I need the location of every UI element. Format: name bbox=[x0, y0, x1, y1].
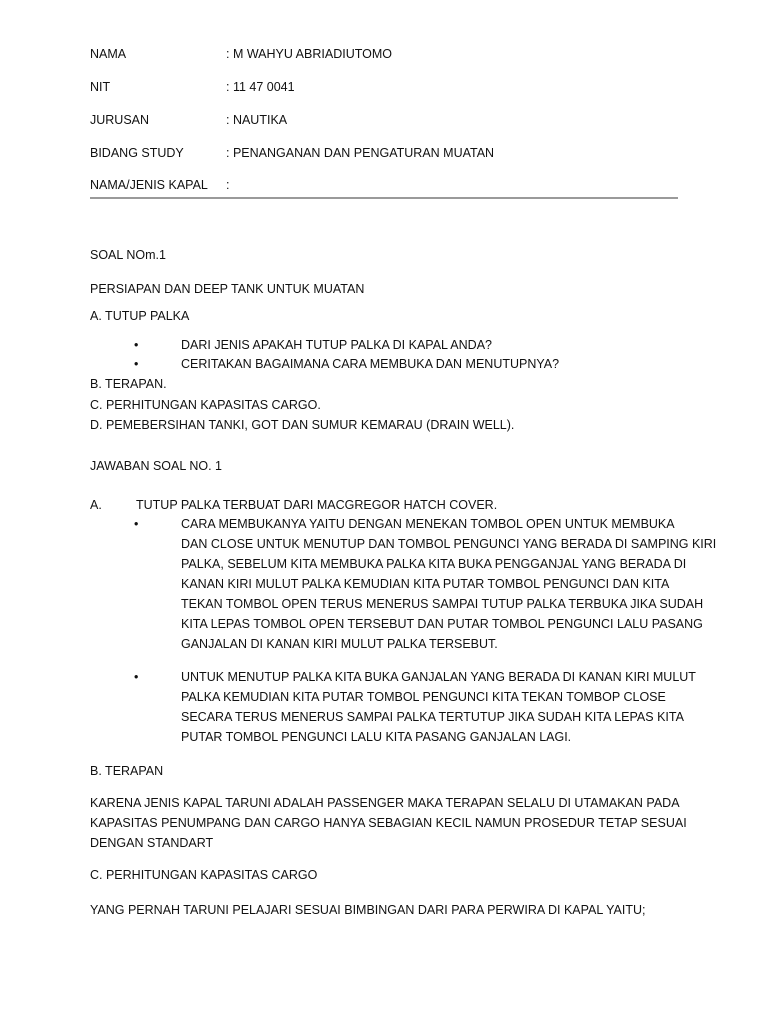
bidang-label: BIDANG STUDY bbox=[90, 146, 184, 160]
bullet-icon: • bbox=[134, 357, 139, 371]
soal-subtitle: PERSIAPAN DAN DEEP TANK UNTUK MUATAN bbox=[90, 282, 365, 296]
para-line: PUTAR TOMBOL PENGUNCI LALU KITA PASANG GANJALAN LAGI. bbox=[181, 730, 572, 744]
para-line: KANAN KIRI MULUT PALKA KEMUDIAN KITA PUTAR TOMBOL PENGUNCI DAN KITA bbox=[181, 577, 670, 591]
jawaban-a-marker: A. bbox=[90, 498, 102, 512]
nama-label: NAMA bbox=[90, 47, 127, 61]
soal-bullet-2: CERITAKAN BAGAIMANA CARA MEMBUKA DAN MENUTUPNYA? bbox=[181, 357, 560, 371]
para-line: KITA LEPAS TOMBOL OPEN TERSEBUT DAN PUTAR TOMBOL PENGUNCI LALU PASANG bbox=[181, 617, 703, 631]
para-line: GANJALAN DI KANAN KIRI MULUT PALKA TERSEBUT. bbox=[181, 637, 498, 651]
nit-label: NIT bbox=[90, 80, 111, 94]
para-line: DAN CLOSE UNTUK MENUTUP DAN TOMBOL PENGUNCI YANG BERADA DI SAMPING KIRI bbox=[181, 537, 717, 551]
bullet-icon: • bbox=[134, 517, 139, 531]
soal-item-c: C. PERHITUNGAN KAPASITAS CARGO. bbox=[90, 398, 321, 412]
jawaban-para-2 bbox=[181, 667, 696, 747]
jawaban-b-text bbox=[90, 793, 690, 853]
jawaban-b-title: B. TERAPAN bbox=[90, 764, 164, 778]
header-divider bbox=[90, 197, 678, 199]
soal-bullet-1: DARI JENIS APAKAH TUTUP PALKA DI KAPAL ANDA? bbox=[181, 338, 492, 352]
nit-value: : 11 47 0041 bbox=[226, 80, 295, 94]
nama-value: : M WAHYU ABRIADIUTOMO bbox=[226, 47, 392, 61]
para-line: TEKAN TOMBOL OPEN TERUS MENERUS SAMPAI TUTUP PALKA TERBUKA JIKA SUDAH bbox=[181, 597, 704, 611]
bullet-icon: • bbox=[134, 670, 139, 684]
soal-title: SOAL NOm.1 bbox=[90, 248, 166, 262]
bidang-value: : PENANGANAN DAN PENGATURAN MUATAN bbox=[226, 146, 495, 160]
para-line: PALKA KEMUDIAN KITA PUTAR TOMBOL PENGUNCI KITA TEKAN TOMBOP CLOSE bbox=[181, 690, 666, 704]
soal-item-d: D. PEMEBERSIHAN TANKI, GOT DAN SUMUR KEMARAU (DRAIN WELL). bbox=[90, 418, 515, 432]
jawaban-para-1 bbox=[181, 514, 717, 654]
para-line: DENGAN STANDART bbox=[90, 836, 214, 850]
jawaban-a-text: TUTUP PALKA TERBUAT DARI MACGREGOR HATCH COVER. bbox=[136, 498, 498, 512]
kapal-value: : bbox=[226, 178, 230, 192]
jawaban-title: JAWABAN SOAL NO. 1 bbox=[90, 459, 222, 473]
para-line: KAPASITAS PENUMPANG DAN CARGO HANYA SEBAGIAN KECIL NAMUN PROSEDUR TETAP SESUAI bbox=[90, 816, 687, 830]
soal-item-a: A. TUTUP PALKA bbox=[90, 309, 190, 323]
jawaban-c-title: C. PERHITUNGAN KAPASITAS CARGO bbox=[90, 868, 318, 882]
para-line: PALKA, SEBELUM KITA MEMBUKA PALKA KITA BUKA PENGGANJAL YANG BERADA DI bbox=[181, 557, 687, 571]
para-line: UNTUK MENUTUP PALKA KITA BUKA GANJALAN YANG BERADA DI KANAN KIRI MULUT bbox=[181, 670, 696, 684]
para-line: SECARA TERUS MENERUS SAMPAI PALKA TERTUTUP JIKA SUDAH KITA LEPAS KITA bbox=[181, 710, 684, 724]
jurusan-label: JURUSAN bbox=[90, 113, 150, 127]
para-line: KARENA JENIS KAPAL TARUNI ADALAH PASSENGER MAKA TERAPAN SELALU DI UTAMAKAN PADA bbox=[90, 796, 680, 810]
kapal-label: NAMA/JENIS KAPAL bbox=[90, 178, 208, 192]
jawaban-c-text: YANG PERNAH TARUNI PELAJARI SESUAI BIMBINGAN DARI PARA PERWIRA DI KAPAL YAITU; bbox=[90, 903, 646, 917]
soal-item-b: B. TERAPAN. bbox=[90, 377, 167, 391]
bullet-icon: • bbox=[134, 338, 139, 352]
jurusan-value: : NAUTIKA bbox=[226, 113, 288, 127]
para-line: CARA MEMBUKANYA YAITU DENGAN MENEKAN TOMBOL OPEN UNTUK MEMBUKA bbox=[181, 517, 675, 531]
